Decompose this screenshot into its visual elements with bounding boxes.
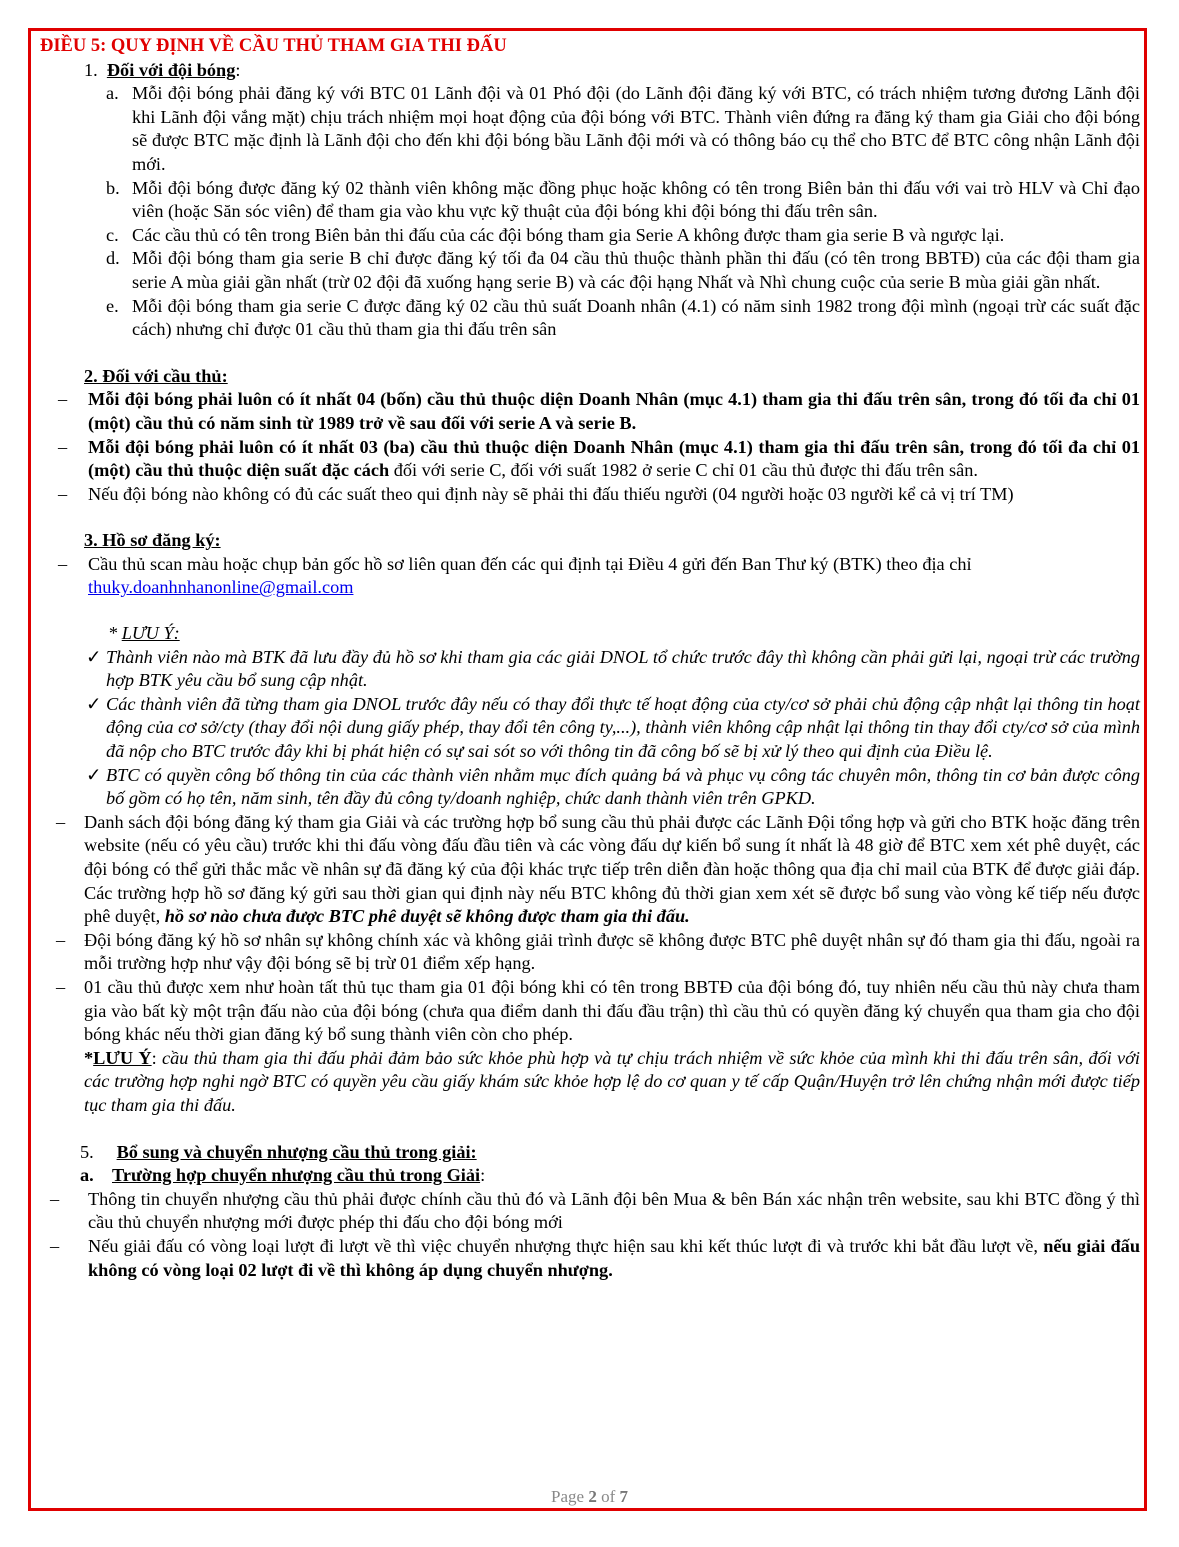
bullet-item [40,483,1140,507]
item-label: b. [106,177,120,198]
check-icon: ✓ [86,764,102,785]
colon: : [235,59,241,80]
bullet-item [40,553,1140,600]
page-word: Page [551,1487,585,1506]
email-link[interactable]: thuky.doanhnhanonline@gmail.com [88,577,354,598]
dash-marker: – [58,483,68,504]
item-label: c. [106,224,119,245]
section-5-title: Bổ sung và chuyển nhượng cầu thủ trong giải: [116,1141,477,1162]
bullet-text: đối với serie C, đối với suất 1982 ở serie C chỉ 01 cầu thủ được thi đấu trên sân. [389,460,978,481]
check-item [40,764,1140,811]
check-item [40,693,1140,764]
dash-marker: – [50,1188,60,1209]
bullet-text-bold-italic: hồ sơ nào chưa được BTC phê duyệt sẽ không được tham gia thi đấu. [164,906,690,927]
check-icon: ✓ [86,646,102,667]
note-label: LƯU Ý [93,1047,152,1068]
check-text: Thành viên nào mà BTK đã lưu đầy đủ hồ sơ khi tham gia các giải DNOL tổ chức trước đây thì không cần phải gửi lại, ngoại trừ các trường hợp BTK yêu cầu bổ sung cập nhật. [106,646,1140,691]
item-label: a. [106,83,119,104]
item-label: e. [106,295,119,316]
colon: : [480,1165,486,1186]
dash-marker: – [58,436,68,457]
list-item [40,295,1140,342]
note-label: LƯU Ý: [121,623,180,644]
list-item [40,82,1140,176]
bullet-item [40,388,1140,435]
note-asterisk: * [108,623,122,644]
section-number: 5. [80,1141,94,1162]
item-text: Mỗi đội bóng tham gia serie C được đăng ký 02 cầu thủ suất Doanh nhân (4.1) có năm sinh 1982 trong đội mình (ngoại trừ các suất đặc cách) nhưng chỉ được 01 cầu thủ tham gia thi đấu trên sân [132,295,1140,340]
page-footer [0,1487,1179,1507]
subsection-label: a. [80,1165,94,1186]
bullet-text-bold: nếu giải đấu không có vòng loại 02 lượt đi về thì không áp dụng chuyển nhượng. [88,1235,1140,1280]
article-title: ĐIỀU 5: QUY ĐỊNH VỀ CẦU THỦ THAM GIA THI ĐẤU [40,36,507,56]
subsection-heading [40,1164,1140,1188]
bullet-text: 01 cầu thủ được xem như hoàn tất thủ tục tham gia 01 đội bóng khi có tên trong BBTĐ của đội bóng đó, tuy nhiên nếu cầu thủ này chưa tham gia vào bất kỳ một trận đấu nào của đội bóng (chưa qua điểm danh thi đấu đầu trận) thì cầu thủ có quyền đăng ký chuyển qua tham gia cho đội bóng khác nếu thời gian đăng ký bổ sung thành viên còn cho phép. [84,976,1140,1045]
dash-marker: – [56,976,66,997]
list-item [40,224,1140,248]
document-body [40,35,1140,1282]
check-icon: ✓ [86,693,102,714]
list-item [40,177,1140,224]
note-heading [40,600,1140,646]
spacer [40,506,1140,529]
section-3-title: 3. Hồ sơ đăng ký: [84,530,221,551]
bullet-text: Cầu thủ scan màu hoặc chụp bản gốc hồ sơ liên quan đến các qui định tại Điều 4 gửi đến Ban Thư ký (BTK) theo địa chỉ [88,553,972,574]
item-text: Mỗi đội bóng được đăng ký 02 thành viên không mặc đồng phục hoặc không có tên trong Biên bản thi đấu với vai trò HLV và Chỉ đạo viên (hoặc Săn sóc viên) để tham gia vào khu vực kỹ thuật của đội bóng khi đội bóng thi đấu trên sân. [132,177,1140,222]
bullet-item [40,976,1140,1047]
item-text: Mỗi đội bóng phải đăng ký với BTC 01 Lãnh đội và 01 Phó đội (do Lãnh đội đăng ký với BTC, có trách nhiệm tương đương Lãnh đội khi Lãnh đội vắng mặt) chịu trách nhiệm mọi hoạt động của đội bóng với BTC. Thành viên đứng ra đăng ký tham gia Giải cho đội bóng sẽ được BTC mặc định là Lãnh đội cho đến khi đội bóng bầu Lãnh đội mới và có thông báo cụ thể cho BTC để BTC công nhận Lãnh đội mới. [132,83,1140,174]
dash-marker: – [56,811,66,832]
item-text: Các cầu thủ có tên trong Biên bản thi đấu của các đội bóng tham gia Serie A không được tham gia serie B và ngược lại. [132,224,1005,245]
bullet-text: Mỗi đội bóng phải luôn có ít nhất 04 (bốn) cầu thủ thuộc diện Doanh Nhân (mục 4.1) tham gia thi đấu trên sân, trong đó tối đa chỉ 01 (một) cầu thủ có năm sinh từ 1989 trở về sau đối với serie A và serie B. [88,389,1140,433]
section-1-list [40,82,1140,342]
spacer [40,1118,1140,1141]
page-total: 7 [619,1487,628,1506]
dash-marker: – [56,929,66,950]
section-number: 1. [84,59,98,80]
bullet-text: Danh sách đội bóng đăng ký tham gia Giải và các trường hợp bổ sung cầu thủ phải được các Lãnh Đội tổng hợp và gửi cho BTK hoặc đăng trên website (nếu có yêu cầu) trước khi thi đấu vòng đấu đầu tiên và các vòng đấu dự kiến bổ sung ít nhất là 48 giờ để BTC xem xét phê duyệt, các đội bóng có thể gửi thắc mắc về nhân sự đã đăng ký của đội khác trực tiếp trên diễn đàn hoặc thông qua địa chỉ mail của BTK để được giải đáp. Các trường hợp hồ sơ đăng ký gửi sau thời gian qui định này nếu BTC không đủ thời gian xem xét sẽ được bổ sung vào vòng kế tiếp nếu được phê duyệt, [84,811,1140,927]
bullet-text-bold: Mỗi đội bóng phải luôn có ít nhất 03 (ba) cầu thủ thuộc diện Doanh Nhân (mục 4.1) tham gia thi đấu trên sân, trong đó tối đa chỉ 01 (một) cầu thủ thuộc diện suất đặc cách [88,436,1140,481]
bullet-item [40,1235,1140,1282]
section-5-heading [40,1141,1140,1165]
page-number: 2 [588,1487,597,1506]
item-text: Mỗi đội bóng tham gia serie B chỉ được đăng ký tối đa 04 cầu thủ thuộc thành phần thi đấu (có tên trong BBTĐ) của các đội tham gia serie A mùa giải gần nhất (trừ 02 đội đã xuống hạng serie B) và các đội hạng Nhất và Nhì chung cuộc của serie B mùa giải gần nhất. [132,248,1140,292]
bullet-item [40,1188,1140,1235]
check-item [40,646,1140,693]
bullet-item [40,811,1140,929]
bullet-item [40,436,1140,483]
section-1-heading [40,59,1140,83]
section-2-title: 2. Đối với cầu thủ: [84,365,228,386]
note-text: cầu thủ tham gia thi đấu phải đảm bảo sức khỏe phù hợp và tự chịu trách nhiệm về sức khỏe của mình khi thi đấu trên sân, đối với các trường hợp nghi ngờ BTC có quyền yêu cầu giấy khám sức khỏe hợp lệ do cơ quan y tế cấp Quận/Huyện trở lên chứng nhận mới được tiếp tục tham gia thi đấu. [84,1047,1140,1115]
note-asterisk: * [84,1047,94,1068]
bullet-text: Nếu giải đấu có vòng loại lượt đi lượt về thì việc chuyển nhượng thực hiện sau khi kết thúc lượt đi và trước khi bắt đầu lượt về, [88,1235,1044,1256]
dash-marker: – [58,389,68,410]
dash-marker: – [58,553,68,574]
dash-marker: – [50,1235,60,1256]
bullet-text: Thông tin chuyển nhượng cầu thủ phải được chính cầu thủ đó và Lãnh đội bên Mua & bên Bán xác nhận trên website, sau khi BTC đồng ý thì cầu thủ chuyển nhượng mới được phép thi đấu cho đội bóng mới [88,1188,1140,1233]
subsection-title: Trường hợp chuyển nhượng cầu thủ trong Giải [112,1165,481,1186]
list-item [40,247,1140,294]
health-note [40,1047,1140,1118]
colon: : [151,1047,163,1068]
bullet-text: Nếu đội bóng nào không có đủ các suất theo qui định này sẽ phải thi đấu thiếu người (04 người hoặc 03 người kể cả vị trí TM) [88,483,1014,504]
check-text: Các thành viên đã từng tham gia DNOL trước đây nếu có thay đổi thực tế hoạt động của cty/cơ sở phải chủ động cập nhật lại thông tin hoạt động của cơ sở/cty (thay đổi nội dung giấy phép, thay đổi tên công ty,...), thành viên không cập nhật lại thông tin thay đổi cty/cơ sở của mình đã nộp cho BTC trước đây khi bị phát hiện có sự sai sót so với thông tin đã công bố sẽ bị xử lý theo qui định của Điều lệ. [106,693,1140,762]
section-1-title: Đối với đội bóng [106,59,236,80]
bullet-text: Đội bóng đăng ký hồ sơ nhân sự không chính xác và không giải trình được sẽ không được BTC phê duyệt nhân sự đó tham gia thi đấu, ngoài ra mỗi trường hợp như vậy đội bóng sẽ bị trừ 01 điểm xếp hạng. [84,929,1140,974]
of-word: of [601,1487,616,1506]
spacer [40,342,1140,365]
item-label: d. [106,248,120,269]
check-text: BTC có quyền công bố thông tin của các thành viên nhằm mục đích quảng bá và phục vụ công tác chuyên môn, thông tin cơ bản được công bố gồm có họ tên, năm sinh, tên đầy đủ công ty/doanh nghiệp, chức danh thành viên trên GPKD. [106,764,1140,809]
bullet-item [40,929,1140,976]
